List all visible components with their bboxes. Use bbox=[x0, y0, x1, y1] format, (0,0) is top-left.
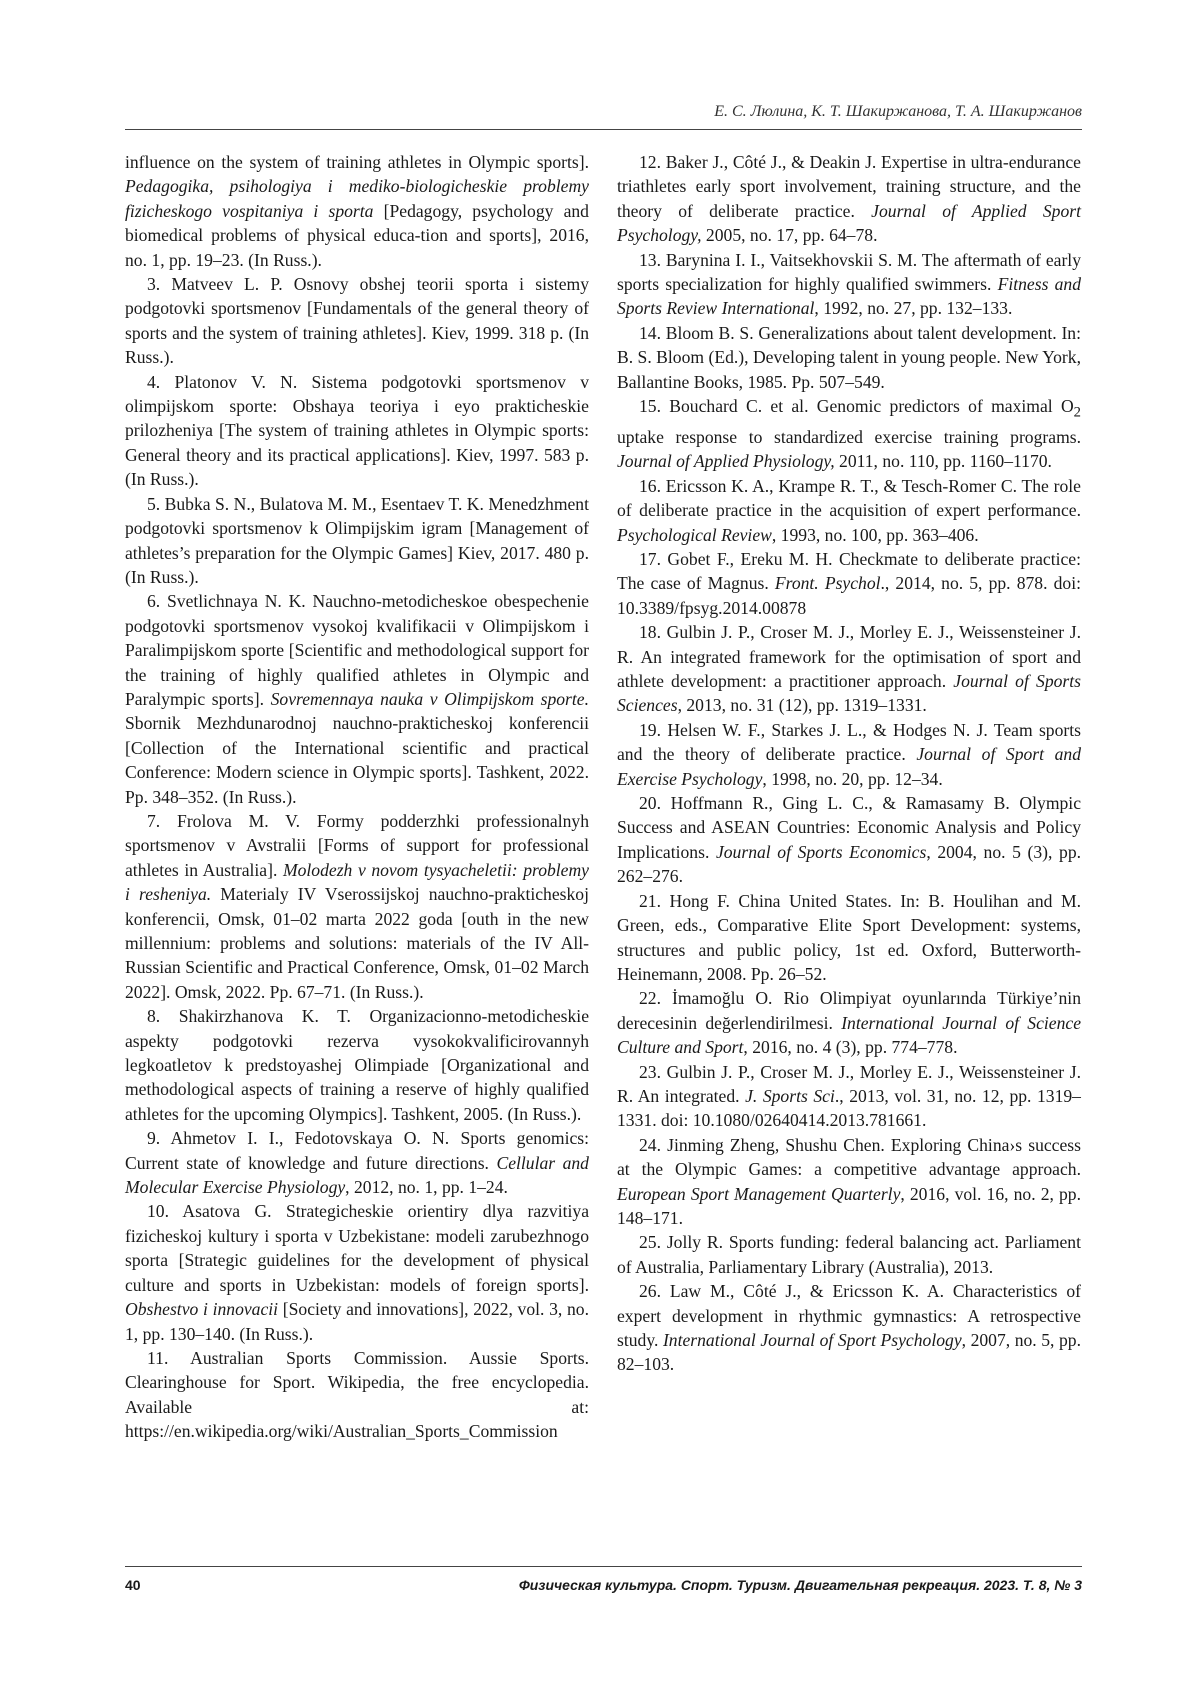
reference-16 bbox=[617, 474, 1081, 547]
reference-4 bbox=[125, 370, 589, 492]
reference-text: influence on the system of training athletes in Olympic sports]. bbox=[125, 152, 589, 172]
reference-text: 2011, no. 110, pp. 1160–1170. bbox=[834, 451, 1052, 472]
reference-text: ., 2014, no. 5, pp. 878. doi: 10.3389/fpsyg.2014.00878 bbox=[617, 573, 1081, 618]
reference-italic-text: Molodezh v novom tysyacheletii: problemy i resheniya. bbox=[125, 859, 589, 905]
reference-italic-text: European Sport Management Quarterly bbox=[617, 1183, 901, 1204]
references-left-column bbox=[125, 150, 589, 1444]
reference-text: uptake response to standardized exercise training programs. bbox=[617, 426, 1081, 447]
reference-text: 14. Bloom B. S. Generalizations about talent development. In: B. S. Bloom (Ed.), Developing talent in young people. New York, Ballantine Books, 1985. Pp. 507–549. bbox=[617, 322, 1081, 392]
subscript-text: 2 bbox=[1073, 404, 1081, 421]
reference-text: 2005, no. 17, pp. 64–78. bbox=[701, 225, 878, 246]
reference-text: 21. Hong F. China United States. In: B. Houlihan and M. Green, eds., Comparative Elite Sport Development: systems, structures and public policy, 1st ed. Oxford, Butterworth-Heinemann, 2008. Pp. 26–52. bbox=[617, 890, 1081, 984]
reference-5 bbox=[125, 492, 589, 590]
reference-italic-text: Cellular and Molecular Exercise Physiology bbox=[125, 1152, 589, 1198]
reference-text: , 2004, no. 5 (3), pp. 262–276. bbox=[617, 841, 1082, 887]
reference-text: , 2012, no. 1, pp. 1–24. bbox=[345, 1177, 508, 1198]
reference-text: 25. Jolly R. Sports funding: federal balancing act. Parliament of Australia, Parliamentary Library (Australia), 2013. bbox=[617, 1232, 1081, 1277]
reference-cont bbox=[125, 150, 589, 272]
reference-18 bbox=[617, 620, 1081, 718]
reference-italic-text: International Journal of Science Culture and Sport bbox=[617, 1012, 1081, 1058]
reference-24 bbox=[617, 1133, 1081, 1231]
reference-text: , 2007, no. 5, pp. 82–103. bbox=[617, 1330, 1081, 1375]
header-rule bbox=[125, 129, 1082, 130]
reference-text: , 1998, no. 20, pp. 12–34. bbox=[762, 768, 943, 789]
reference-italic-text: Journal of Sports Economics bbox=[715, 841, 927, 862]
reference-text: 17. Gobet F., Ereku M. H. Checkmate to deliberate practice: The case of Magnus. bbox=[617, 549, 1081, 594]
reference-text: 19. Helsen W. F., Starkes J. L., & Hodges N. J. Team sports and the theory of deliberate practice. bbox=[617, 719, 1081, 765]
reference-10 bbox=[125, 1199, 589, 1345]
reference-text: 18. Gulbin J. P., Croser M. J., Morley E. J., Weissensteiner J. R. An integrated framework for the optimisation of sport and athlete development: a practitioner approach. bbox=[617, 622, 1081, 692]
reference-14 bbox=[617, 321, 1081, 394]
reference-text: , 1992, no. 27, pp. 132–133. bbox=[814, 298, 1013, 319]
reference-italic-text: Journal of Applied Physiology, bbox=[617, 451, 835, 472]
reference-text: [Pedagogy, psychology and biomedical problems of physical educa-tion and sports], 2016, no. 1, pp. 19–23. (In Russ.). bbox=[125, 200, 589, 270]
reference-text: , 2016, no. 4 (3), pp. 774–778. bbox=[743, 1037, 958, 1058]
reference-text: Sbornik Mezhdunarodnoj nauchno-prakticheskoj konferencii [Collection of the International scientific and practical Conference: Modern science in Olympic sports]. Tashkent, 2022. Pp. 348–352. (In Russ.). bbox=[125, 713, 589, 807]
reference-text: , 1993, no. 100, pp. 363–406. bbox=[771, 524, 979, 545]
references-right-column bbox=[617, 150, 1081, 1377]
reference-italic-text: Obshestvo i innovacii bbox=[125, 1299, 279, 1320]
reference-italic-text: Psychological Review bbox=[617, 524, 772, 545]
reference-text: 9. Ahmetov I. I., Fedotovskaya O. N. Sports genomics: Current state of knowledge and future directions. bbox=[125, 1128, 589, 1173]
reference-8 bbox=[125, 1004, 589, 1126]
reference-25 bbox=[617, 1230, 1081, 1279]
reference-21 bbox=[617, 889, 1081, 987]
reference-text: 26. Law M., Côté J., & Ericsson K. A. Characteristics of expert development in rhythmic gymnastics: A retrospective study. bbox=[617, 1281, 1081, 1351]
reference-text: Materialy IV Vserossijskoj nauchno-prakticheskoj konferencii, Omsk, 01–02 marta 2022 goda [outh in the new millennium: problems and solutions: materials of the IV All-Russian Scientific and Practical Conference, Omsk, 01–02 March 2022]. Omsk, 2022. Pp. 67–71. (In Russ.). bbox=[125, 884, 589, 1002]
reference-13 bbox=[617, 248, 1081, 321]
reference-text: ., 2013, vol. 31, no. 12, pp. 1319–1331. doi: 10.1080/02640414.2013.781661. bbox=[617, 1085, 1081, 1131]
reference-text: 7. Frolova M. V. Formy podderzhki professionalnyh sportsmenov v Avstralii [Forms of support for professional athletes in Australia]. bbox=[125, 810, 589, 880]
reference-text: 10. Asatova G. Strategicheskie orientiry dlya razvitiya fizicheskoj kultury i sporta v Uzbekistane: modeli zarubezhnogo sporta [Strategic guidelines for the development of physical culture and sports in Uzbekistan: models of foreign sports]. bbox=[125, 1201, 589, 1295]
reference-italic-text: Journal of Applied Sport Psychology, bbox=[617, 200, 1081, 246]
reference-text: 24. Jinming Zheng, Shushu Chen. Exploring China›s success at the Olympic Games: a competitive advantage approach. bbox=[617, 1134, 1081, 1180]
reference-text: , 2016, vol. 16, no. 2, pp. 148–171. bbox=[617, 1183, 1081, 1228]
reference-text: 5. Bubka S. N., Bulatova M. M., Esentaev T. K. Menedzhment podgotovki sportsmenov k Olimpijskim igram [Management of athletes’s preparation for the Olympic Games] Kiev, 2017. 480 p. (In Russ.). bbox=[125, 493, 589, 587]
reference-italic-text: Front. Psychol bbox=[774, 573, 881, 594]
reference-text: 15. Bouchard C. et al. Genomic predictors of maximal O bbox=[639, 396, 1074, 417]
reference-3 bbox=[125, 272, 589, 370]
journal-footer: Физическая культура. Спорт. Туризм. Двигательная рекреация. 2023. Т. 8, № 3 bbox=[518, 1577, 1082, 1593]
reference-text: 4. Platonov V. N. Sistema podgotovki sportsmenov v olimpijskom sporte: Obshaya teoriya i eyo prakticheskie prilozheniya [The system of training athletes in Olympic sports: General theory and its practical applications]. Kiev, 1997. 583 p. (In Russ.). bbox=[125, 371, 589, 490]
reference-12 bbox=[617, 150, 1081, 248]
reference-text: 22. İmamoğlu O. Rio Olimpiyat oyunlarında Türkiye’nin derecesinin değerlendirilmesi. bbox=[617, 988, 1081, 1033]
reference-italic-text: Fitness and Sports Review International bbox=[617, 274, 1081, 319]
reference-italic-text: International Journal of Sport Psychology bbox=[662, 1330, 962, 1351]
reference-text: , 2013, no. 31 (12), pp. 1319–1331. bbox=[677, 695, 927, 716]
page-number: 40 bbox=[125, 1577, 141, 1593]
reference-text: 20. Hoffmann R., Ging L. C., & Ramasamy B. Olympic Success and ASEAN Countries: Economic Analysis and Policy Implications. bbox=[617, 793, 1081, 862]
reference-italic-text: Journal of Sports Sciences bbox=[617, 671, 1081, 716]
reference-26 bbox=[617, 1279, 1081, 1377]
footer-rule bbox=[125, 1566, 1082, 1567]
reference-text: 8. Shakirzhanova K. T. Organizacionno-metodicheskie aspekty podgotovki rezerva vysokokvalificirovannyh legkoatletov k predstoyashej Olimpiade [Organizational and methodological aspects of training a reserve of highly qualified athletes for the upcoming Olympics]. Tashkent, 2005. (In Russ.). bbox=[125, 1006, 589, 1124]
reference-italic-text: Journal of Sport and Exercise Psychology bbox=[617, 744, 1081, 789]
reference-text: 13. Barynina I. I., Vaitsekhovskii S. M. The aftermath of early sports specialization for highly qualified swimmers. bbox=[617, 249, 1081, 295]
reference-italic-text: Sovremennaya nauka v Olimpijskom sporte. bbox=[270, 688, 589, 709]
reference-italic-text: Pedagogika, psihologiya i mediko-biologicheskie problemy fizicheskogo vospitaniya i sporta bbox=[125, 176, 589, 221]
reference-text: 12. Baker J., Côté J., & Deakin J. Expertise in ultra-endurance triathletes early sport involvement, training structure, and the theory of deliberate practice. bbox=[617, 152, 1081, 221]
reference-7 bbox=[125, 809, 589, 1004]
reference-19 bbox=[617, 718, 1081, 791]
reference-6 bbox=[125, 589, 589, 809]
reference-15 bbox=[617, 394, 1081, 474]
reference-text: 11. Australian Sports Commission. Aussie Sports. Clearinghouse for Sport. Wikipedia, the free encyclopedia. Available at: https://en.wikipedia.org/wiki/Australian_Sports_Commission bbox=[125, 1347, 589, 1442]
reference-9 bbox=[125, 1126, 589, 1199]
reference-italic-text: J. Sports Sci bbox=[745, 1085, 835, 1106]
reference-text: 16. Ericsson K. A., Krampe R. T., & Tesch-Romer C. The role of deliberate practice in the acquisition of expert performance. bbox=[617, 475, 1081, 521]
reference-20 bbox=[617, 791, 1081, 889]
reference-17 bbox=[617, 547, 1081, 620]
running-head-authors: Е. С. Люлина, К. Т. Шакиржанова, Т. А. Шакиржанов bbox=[714, 103, 1082, 120]
reference-11 bbox=[125, 1346, 589, 1444]
reference-22 bbox=[617, 986, 1081, 1059]
reference-text: 23. Gulbin J. P., Croser M. J., Morley E. J., Weissensteiner J. R. An integrated. bbox=[617, 1061, 1081, 1106]
reference-text: 6. Svetlichnaya N. K. Nauchno-metodicheskoe obespechenie podgotovki sportsmenov vysokoj kvalifikacii v Olimpijskom i Paralimpijskom sporte [Scientific and methodological support for the training of highly qualified athletes in Olympic and Paralympic sports]. bbox=[125, 591, 589, 709]
reference-text: [Society and innovations], 2022, vol. 3, no. 1, pp. 130–140. (In Russ.). bbox=[125, 1299, 590, 1344]
reference-text: 3. Matveev L. P. Osnovy obshej teorii sporta i sistemy podgotovki sportsmenov [Fundamentals of the general theory of sports and the system of training athletes]. Kiev, 1999. 318 p. (In Russ.). bbox=[125, 274, 589, 368]
reference-23 bbox=[617, 1060, 1081, 1133]
